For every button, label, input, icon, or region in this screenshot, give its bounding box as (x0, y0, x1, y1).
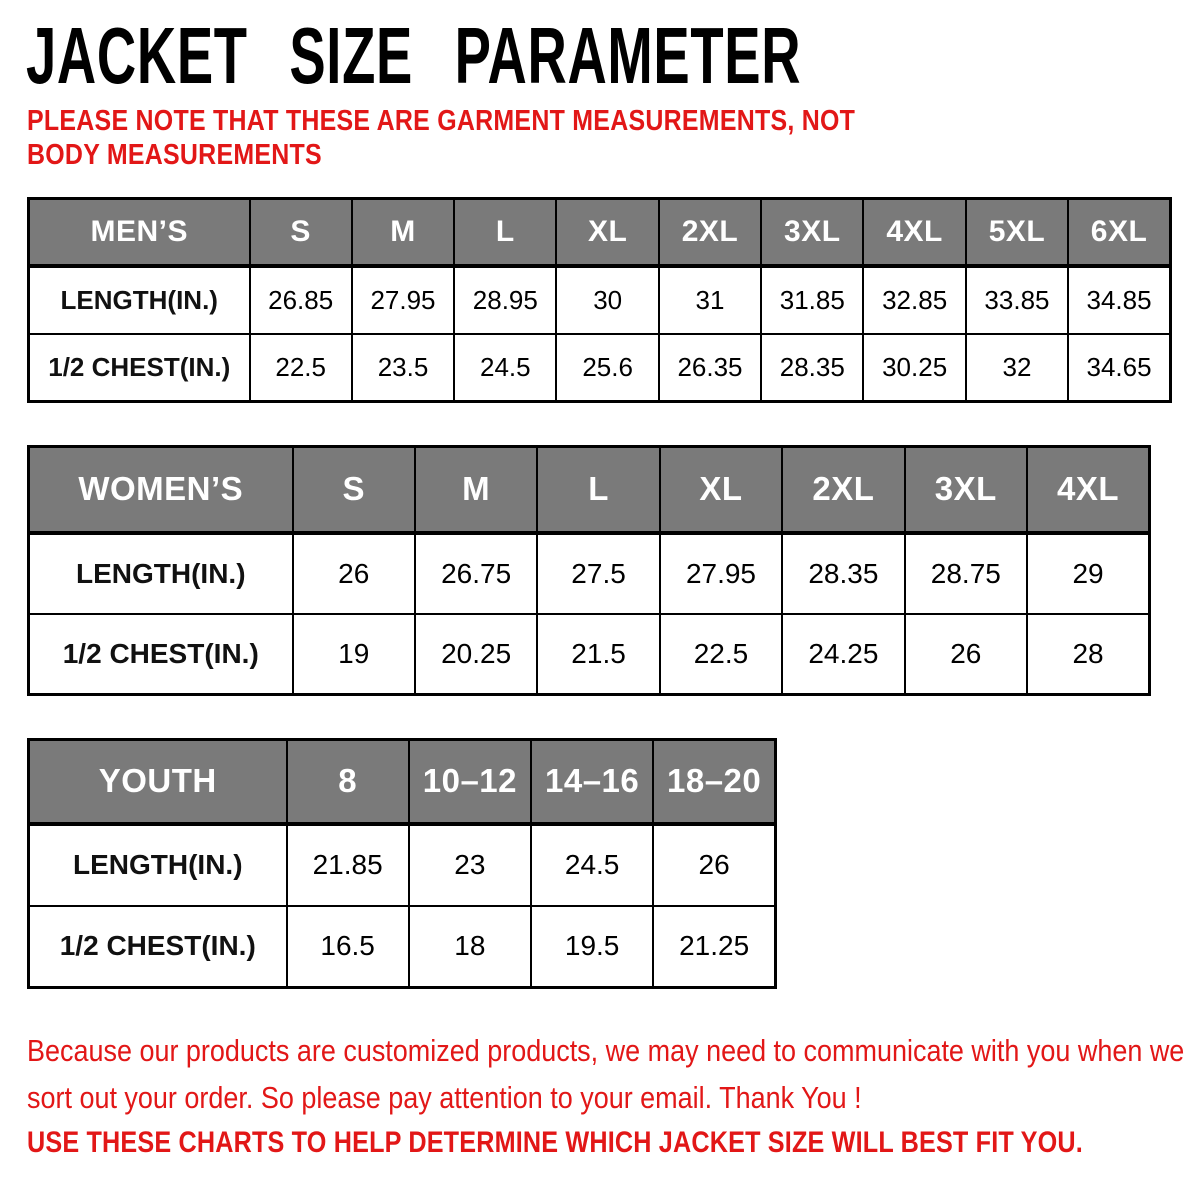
measure-label-cell: LENGTH(IN.) (29, 266, 250, 334)
size-value-cell: 31.85 (761, 266, 863, 334)
youth-chest-row (29, 906, 776, 988)
size-value-cell: 28.95 (454, 266, 556, 334)
size-value-cell: 16.5 (287, 906, 409, 988)
size-value-cell: 33.85 (966, 266, 1068, 334)
mens-chest-row (29, 334, 1171, 402)
size-value-cell: 28.75 (905, 533, 1027, 614)
size-value-cell: 19.5 (531, 906, 653, 988)
mens-length-row (29, 266, 1171, 334)
womens-header-row (29, 447, 1150, 533)
size-header-cell: L (454, 199, 556, 266)
size-header-cell: 6XL (1068, 199, 1170, 266)
size-header-cell: M (352, 199, 454, 266)
size-header-cell: 2XL (659, 199, 761, 266)
size-value-cell: 26 (653, 824, 775, 906)
measure-label-cell: 1/2 CHEST(IN.) (29, 614, 293, 695)
size-value-cell: 34.65 (1068, 334, 1170, 402)
measure-label-cell: 1/2 CHEST(IN.) (29, 334, 250, 402)
size-value-cell: 27.95 (660, 533, 782, 614)
size-value-cell: 30.25 (863, 334, 965, 402)
size-value-cell: 25.6 (556, 334, 658, 402)
size-header-cell: 8 (287, 740, 409, 824)
size-header-cell: S (293, 447, 415, 533)
size-value-cell: 29 (1027, 533, 1149, 614)
size-value-cell: 26.35 (659, 334, 761, 402)
size-header-cell: 4XL (863, 199, 965, 266)
size-header-cell: 18–20 (653, 740, 775, 824)
size-value-cell: 30 (556, 266, 658, 334)
size-header-cell: M (415, 447, 537, 533)
size-header-cell: 3XL (761, 199, 863, 266)
size-header-cell: 5XL (966, 199, 1068, 266)
size-value-cell: 22.5 (660, 614, 782, 695)
mens-size-table (27, 197, 1172, 403)
size-value-cell: 27.5 (537, 533, 659, 614)
size-value-cell: 24.5 (454, 334, 556, 402)
size-value-cell: 24.25 (782, 614, 904, 695)
page-title: JACKET SIZE PARAMETER (26, 11, 802, 100)
size-value-cell: 21.25 (653, 906, 775, 988)
size-header-cell: XL (660, 447, 782, 533)
size-value-cell: 26 (293, 533, 415, 614)
size-value-cell: 28.35 (761, 334, 863, 402)
chart-usage-note: USE THESE CHARTS TO HELP DETERMINE WHICH JACKET SIZE WILL BEST FIT YOU. (27, 1126, 1083, 1159)
size-value-cell: 21.5 (537, 614, 659, 695)
garment-measurement-note: PLEASE NOTE THAT THESE ARE GARMENT MEASUREMENTS, NOT BODY MEASUREMENTS (27, 105, 856, 172)
size-value-cell: 32.85 (863, 266, 965, 334)
womens-category-header-cell: WOMEN’S (29, 447, 293, 533)
womens-length-row (29, 533, 1150, 614)
size-value-cell: 27.95 (352, 266, 454, 334)
youth-length-row (29, 824, 776, 906)
size-value-cell: 23 (409, 824, 531, 906)
mens-header-row (29, 199, 1171, 266)
size-header-cell: 4XL (1027, 447, 1149, 533)
size-header-cell: XL (556, 199, 658, 266)
size-value-cell: 22.5 (250, 334, 352, 402)
size-header-cell: 3XL (905, 447, 1027, 533)
size-value-cell: 18 (409, 906, 531, 988)
measure-label-cell: LENGTH(IN.) (29, 533, 293, 614)
youth-category-header-cell: YOUTH (29, 740, 287, 824)
size-value-cell: 23.5 (352, 334, 454, 402)
size-value-cell: 26.85 (250, 266, 352, 334)
size-value-cell: 26 (905, 614, 1027, 695)
size-value-cell: 20.25 (415, 614, 537, 695)
youth-size-table (27, 738, 777, 989)
customization-contact-note: Because our products are customized products, we may need to communicate with you when we sort out your order. So please pay attention to your email. Thank You ! (27, 1033, 1185, 1115)
mens-category-header-cell: MEN’S (29, 199, 250, 266)
size-value-cell: 19 (293, 614, 415, 695)
size-header-cell: L (537, 447, 659, 533)
size-value-cell: 31 (659, 266, 761, 334)
size-header-cell: 10–12 (409, 740, 531, 824)
size-value-cell: 28 (1027, 614, 1149, 695)
youth-header-row (29, 740, 776, 824)
size-value-cell: 32 (966, 334, 1068, 402)
measure-label-cell: 1/2 CHEST(IN.) (29, 906, 287, 988)
size-value-cell: 26.75 (415, 533, 537, 614)
size-value-cell: 28.35 (782, 533, 904, 614)
size-value-cell: 21.85 (287, 824, 409, 906)
womens-chest-row (29, 614, 1150, 695)
size-header-cell: 14–16 (531, 740, 653, 824)
measure-label-cell: LENGTH(IN.) (29, 824, 287, 906)
size-value-cell: 34.85 (1068, 266, 1170, 334)
womens-size-table (27, 445, 1151, 696)
size-header-cell: S (250, 199, 352, 266)
size-header-cell: 2XL (782, 447, 904, 533)
size-value-cell: 24.5 (531, 824, 653, 906)
